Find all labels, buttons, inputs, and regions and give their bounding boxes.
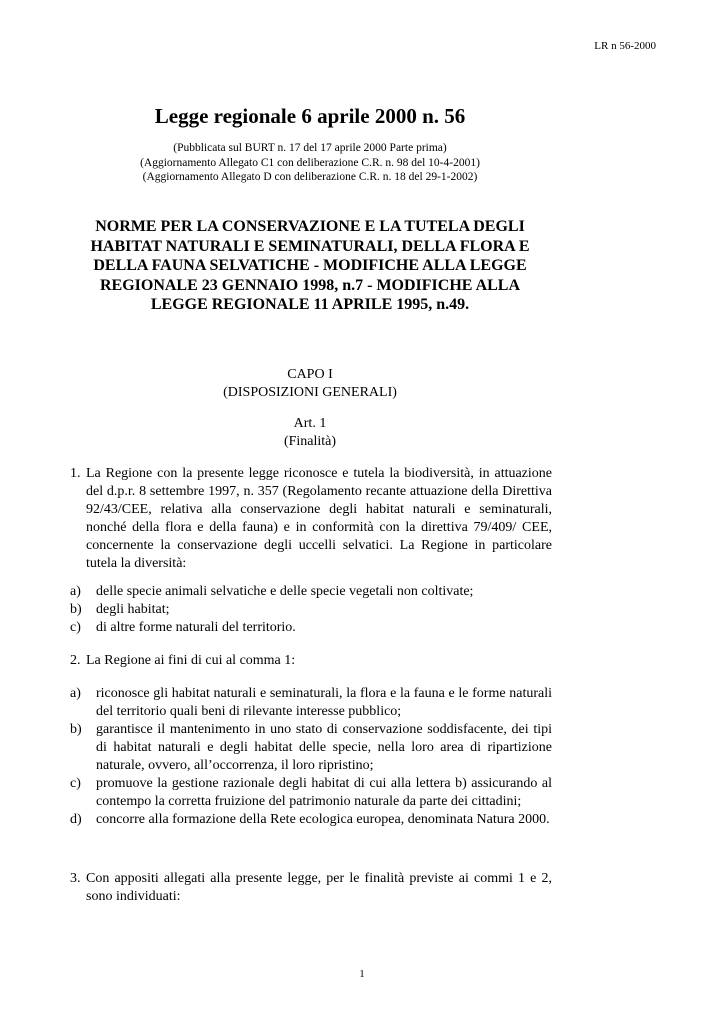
list-item-text: garantisce il mantenimento in uno stato di conservazione soddisfacente, dei tipi di habitat naturali e degli habitat delle specie, nella loro area di ripartizione naturale, ovvero, all’occorrenza, il loro ripristino; bbox=[96, 722, 552, 773]
list-item-text: delle specie animali selvatiche e delle specie vegetali non coltivate; bbox=[96, 584, 474, 599]
heading-line: LEGGE REGIONALE 11 APRILE 1995, n.49. bbox=[150, 296, 470, 313]
list-item-label: d) bbox=[70, 812, 82, 827]
heading-line: HABITAT NATURALI E SEMINATURALI, DELLA FLORA E bbox=[90, 237, 530, 255]
list-item-label: b) bbox=[70, 602, 82, 617]
heading-line: NORME PER LA CONSERVAZIONE E LA TUTELA DEGLI bbox=[95, 218, 525, 235]
publication-info bbox=[0, 141, 620, 185]
list-item-text: degli habitat; bbox=[96, 602, 170, 617]
list-item bbox=[70, 601, 552, 619]
list-item bbox=[70, 721, 552, 775]
publication-line: (Pubblicata sul BURT n. 17 del 17 aprile 2000 Parte prima) bbox=[173, 142, 447, 154]
list-item-label: b) bbox=[70, 722, 82, 737]
comma-number: 1. bbox=[70, 466, 81, 481]
comma-text: Con appositi allegati alla presente legge, per le finalità previste ai commi 1 e 2, sono individuati: bbox=[86, 871, 552, 904]
article-label: Art. 1 bbox=[293, 416, 327, 431]
list-item bbox=[70, 685, 552, 721]
chapter-heading bbox=[0, 366, 620, 402]
list-item-text: promuove la gestione razionale degli habitat di cui alla lettera b) assicurando al contempo la corretta fruizione del patrimonio naturale da parte dei cittadini; bbox=[96, 776, 552, 809]
list-item bbox=[70, 619, 552, 637]
list-item-label: a) bbox=[70, 686, 81, 701]
law-title: Legge regionale 6 aprile 2000 n. 56 bbox=[154, 104, 466, 128]
comma-text: La Regione con la presente legge riconosce e tutela la biodiversità, in attuazione del d.p.r. 8 settembre 1997, n. 357 (Regolamento recante attuazione della Direttiva 92/43/CEE, relativa alla conservazione degli habitat naturali e seminaturali, nonché della flora e della fauna) e in conformità con la direttiva 79/409/ CEE, concernente la conservazione degli uccelli selvatici. La Regione in particolare tutela la diversità: bbox=[86, 466, 552, 571]
comma-3 bbox=[70, 870, 552, 906]
list-item-label: c) bbox=[70, 620, 81, 635]
list-item bbox=[70, 811, 552, 829]
publication-line: (Aggiornamento Allegato C1 con deliberazione C.R. n. 98 del 10-4-2001) bbox=[140, 156, 480, 169]
comma-text: La Regione ai fini di cui al comma 1: bbox=[86, 653, 296, 668]
chapter-title: (DISPOSIZIONI GENERALI) bbox=[223, 385, 397, 400]
list-item-text: di altre forme naturali del territorio. bbox=[96, 620, 296, 635]
document-code: LR n 56-2000 bbox=[594, 40, 656, 52]
list-item-text: riconosce gli habitat naturali e seminaturali, la flora e la fauna e le forme naturali del territorio quali beni di rilevante interesse pubblico; bbox=[96, 686, 552, 719]
comma-2-list bbox=[70, 685, 552, 829]
publication-line: (Aggiornamento Allegato D con deliberazione C.R. n. 18 del 29-1-2002) bbox=[142, 171, 478, 183]
page-number: 1 bbox=[359, 968, 365, 980]
article-heading bbox=[0, 415, 620, 451]
comma-1-list bbox=[70, 583, 552, 637]
comma-number: 3. bbox=[70, 871, 81, 886]
comma-2 bbox=[70, 652, 552, 670]
heading-line: DELLA FAUNA SELVATICHE - MODIFICHE ALLA LEGGE bbox=[93, 257, 527, 274]
list-item bbox=[70, 775, 552, 811]
list-item bbox=[70, 583, 552, 601]
chapter-label: CAPO I bbox=[287, 367, 333, 382]
list-item-text: concorre alla formazione della Rete ecologica europea, denominata Natura 2000. bbox=[96, 812, 550, 827]
article-title: (Finalità) bbox=[283, 434, 337, 449]
list-item-label: a) bbox=[70, 584, 81, 599]
law-heading bbox=[60, 217, 560, 315]
comma-1 bbox=[70, 465, 552, 573]
list-item-label: c) bbox=[70, 776, 81, 791]
comma-number: 2. bbox=[70, 653, 81, 668]
heading-line: REGIONALE 23 GENNAIO 1998, n.7 - MODIFICHE ALLA bbox=[99, 276, 521, 294]
